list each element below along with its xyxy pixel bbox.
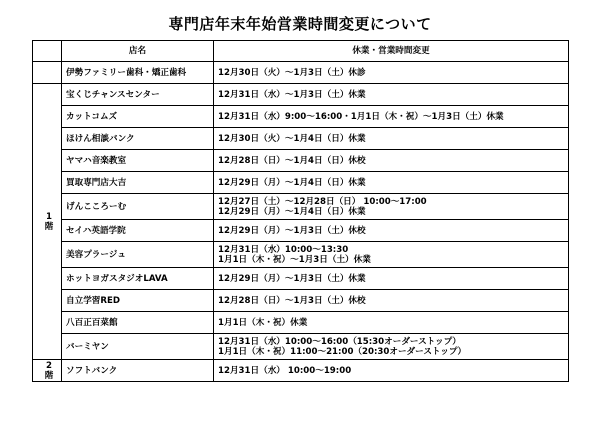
hours-line: 12月31日（水）～1月3日（土）休業 — [218, 89, 366, 100]
hours-line: 12月31日（水） 10:00～19:00 — [218, 365, 352, 376]
store-name-cell: カットコムズ — [62, 106, 214, 128]
table-header-row — [33, 41, 569, 62]
hours-cell — [214, 242, 569, 268]
hours-cell — [214, 290, 569, 312]
hours-line: 12月31日（水）10:00～13:30 — [218, 244, 349, 255]
hours-change-header: 休業・営業時間変更 — [214, 41, 569, 62]
table-row — [33, 62, 569, 84]
table-row — [33, 172, 569, 194]
table-row — [33, 128, 569, 150]
hours-cell — [214, 220, 569, 242]
hours-cell — [214, 172, 569, 194]
hours-cell — [214, 312, 569, 334]
hours-line: 12月31日（水）9:00～16:00・1月1日（木・祝）～1月3日（土）休業 — [218, 111, 504, 122]
hours-line: 12月28日（日）～1月4日（日）休校 — [218, 155, 366, 166]
table-row — [33, 290, 569, 312]
store-name-cell: ホットヨガスタジオLAVA — [62, 268, 214, 290]
floor-cell-blank — [33, 62, 62, 84]
store-name-cell: 買取専門店大吉 — [62, 172, 214, 194]
store-name-header: 店名 — [62, 41, 214, 62]
hours-cell — [214, 128, 569, 150]
hours-line: 12月29日（月）～1月4日（日）休業 — [218, 206, 366, 217]
hours-line: 12月31日（水）10:00～16:00（15:30オーダーストップ） — [218, 336, 461, 347]
hours-line: 12月27日（土）～12月28日（日） 10:00～17:00 — [218, 196, 427, 207]
page-title: 専門店年末年始営業時間変更について — [168, 15, 432, 33]
hours-line: 12月30日（火）～1月4日（日）休業 — [218, 133, 366, 144]
store-name-cell: バーミヤン — [62, 334, 214, 360]
hours-cell — [214, 106, 569, 128]
hours-line: 12月29日（月）～1月4日（日）休業 — [218, 177, 366, 188]
hours-cell — [214, 150, 569, 172]
hours-line: 1月1日（木・祝）～1月3日（土）休業 — [218, 254, 371, 265]
hours-cell — [214, 62, 569, 84]
table-row — [33, 312, 569, 334]
table-row — [33, 268, 569, 290]
table-row — [33, 334, 569, 360]
hours-cell — [214, 84, 569, 106]
hours-cell — [214, 194, 569, 220]
store-name-cell: ヤマハ音楽教室 — [62, 150, 214, 172]
hours-line: 12月30日（火）～1月3日（土）休診 — [218, 67, 366, 78]
floor-header-cell — [33, 41, 62, 62]
hours-cell — [214, 268, 569, 290]
store-name-cell: 美容プラージュ — [62, 242, 214, 268]
floor-label: 1階 — [44, 211, 54, 232]
hours-cell — [214, 334, 569, 360]
floor-label-cell — [33, 360, 62, 382]
hours-line: 12月29日（月）～1月3日（土）休業 — [218, 273, 366, 284]
table-row — [33, 150, 569, 172]
table-row — [33, 360, 569, 382]
store-name-cell: げんこころーむ — [62, 194, 214, 220]
floor-label: 2階 — [44, 360, 54, 381]
hours-line: 1月1日（木・祝）休業 — [218, 317, 308, 328]
hours-line: 1月1日（木・祝）11:00～21:00（20:30オーダーストップ） — [218, 346, 467, 357]
hours-line: 12月28日（日）～1月3日（土）休校 — [218, 295, 366, 306]
store-name-cell: 宝くじチャンスセンター — [62, 84, 214, 106]
table-body — [33, 62, 569, 382]
table-row — [33, 220, 569, 242]
store-name-cell: ソフトバンク — [62, 360, 214, 382]
store-name-cell: セイハ英語学院 — [62, 220, 214, 242]
store-name-cell: 伊勢ファミリー歯科・矯正歯科 — [62, 62, 214, 84]
table-row — [33, 194, 569, 220]
hours-line: 12月29日（月）～1月3日（土）休校 — [218, 225, 366, 236]
table-row — [33, 242, 569, 268]
floor-label-cell — [33, 84, 62, 360]
hours-cell — [214, 360, 569, 382]
store-name-cell: ほけん相談バンク — [62, 128, 214, 150]
schedule-table — [32, 40, 569, 382]
store-name-cell: 自立学習RED — [62, 290, 214, 312]
table-row — [33, 106, 569, 128]
table-row — [33, 84, 569, 106]
store-name-cell: 八百正百菜館 — [62, 312, 214, 334]
